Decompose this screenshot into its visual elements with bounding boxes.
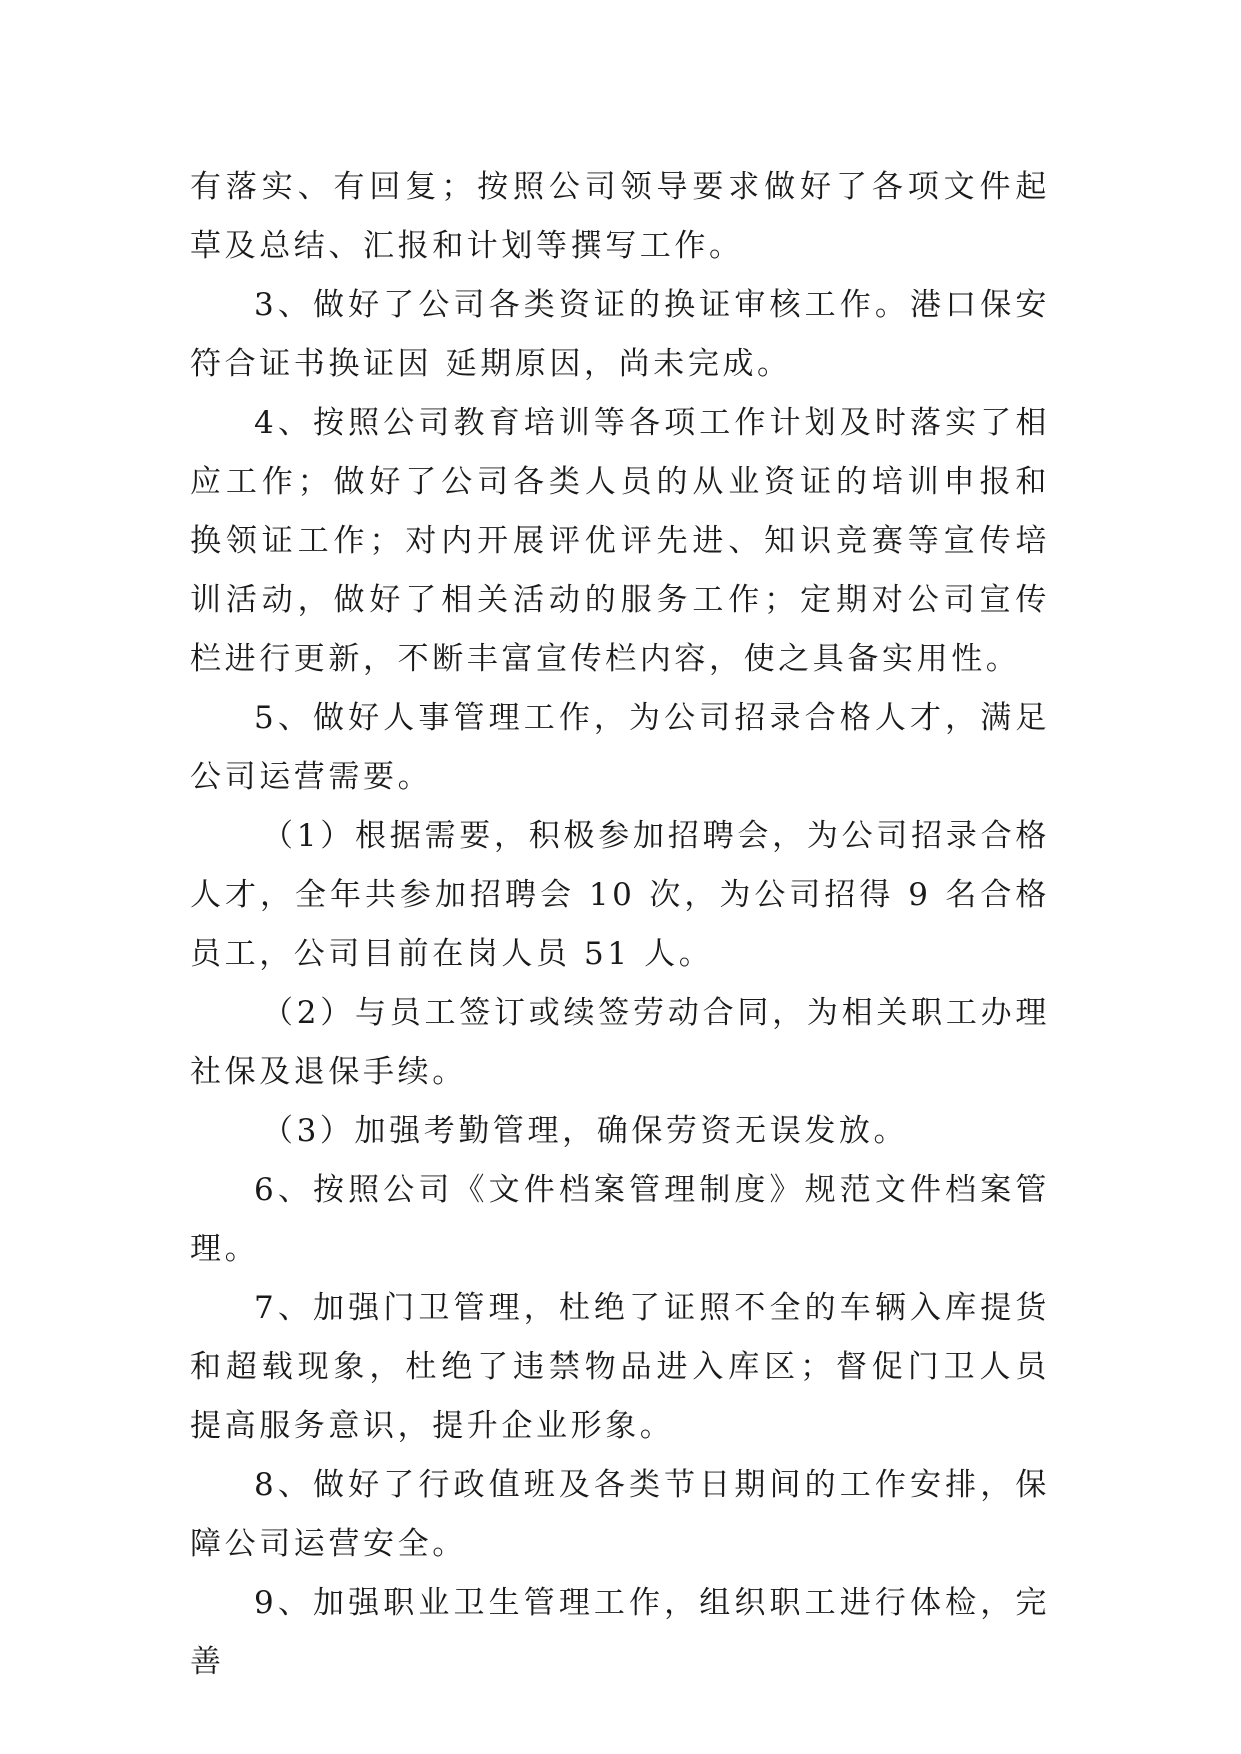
paragraph-subitem-3: （3）加强考勤管理，确保劳资无误发放。 [262, 1113, 909, 1149]
paragraph-subitem-2: （2）与员工签订或续签劳动合同，为相关职工办理社保及退保手续。 [190, 995, 1050, 1090]
document-body [190, 158, 1050, 1692]
paragraph-item-9: 9、加强职业卫生管理工作，组织职工进行体检，完善 [190, 1585, 1050, 1680]
paragraph-subitem-1: （1）根据需要，积极参加招聘会，为公司招录合格人才，全年共参加招聘会 10 次，为公司招得 9 名合格员工，公司目前在岗人员 51 人。 [190, 818, 1050, 972]
paragraph-item-4: 4、按照公司教育培训等各项工作计划及时落实了相应工作；做好了公司各类人员的从业资证的培训申报和换领证工作；对内开展评优评先进、知识竞赛等宣传培训活动，做好了相关活动的服务工作；定期对公司宣传栏进行更新，不断丰富宣传栏内容，使之具备实用性。 [190, 405, 1050, 677]
paragraph-item-3: 3、做好了公司各类资证的换证审核工作。港口保安符合证书换证因 延期原因，尚未完成。 [190, 287, 1050, 382]
paragraph-item-7: 7、加强门卫管理，杜绝了证照不全的车辆入库提货和超载现象，杜绝了违禁物品进入库区；督促门卫人员提高服务意识，提升企业形象。 [190, 1290, 1050, 1444]
paragraph-item-6: 6、按照公司《文件档案管理制度》规范文件档案管理。 [190, 1172, 1050, 1267]
paragraph-item-5: 5、做好人事管理工作，为公司招录合格人才，满足公司运营需要。 [190, 700, 1050, 795]
paragraph-item-8: 8、做好了行政值班及各类节日期间的工作安排，保障公司运营安全。 [190, 1467, 1050, 1562]
paragraph-continuation: 有落实、有回复；按照公司领导要求做好了各项文件起草及总结、汇报和计划等撰写工作。 [190, 169, 1050, 264]
